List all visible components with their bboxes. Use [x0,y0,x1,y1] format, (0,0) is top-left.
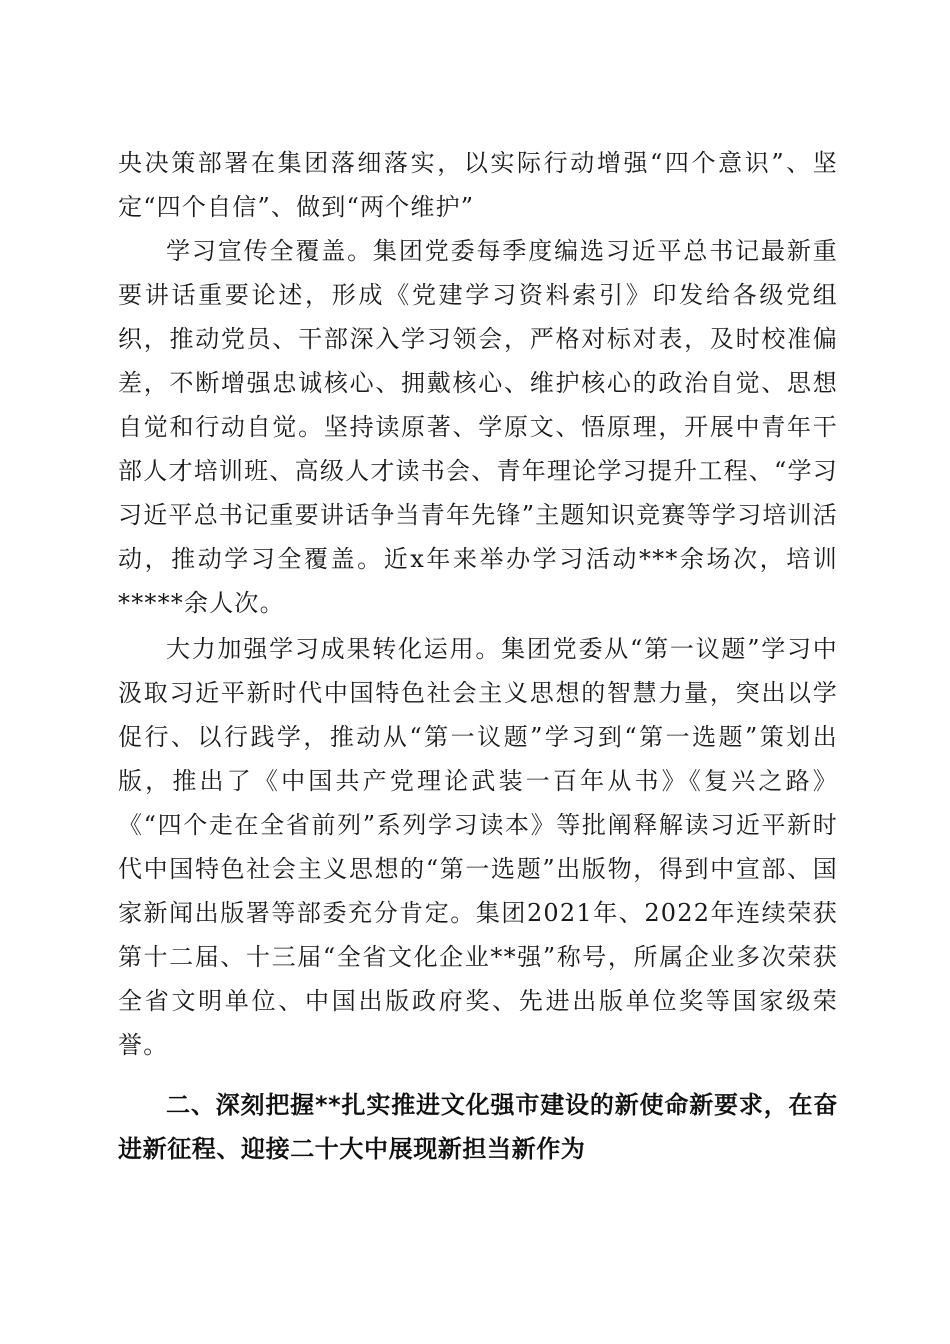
paragraph-study-results: 大力加强学习成果转化运用。集团党委从“第一议题”学习中汲取习近平新时代中国特色社会主义思想的智慧力量，突出以学促行、以行践学，推动从“第一议题”学习到“第一选题”策划出版，推出了《中国共产党理论武装一百年从书》《复兴之路》《“四个走在全省前列”系列学习读本》等批阐释解读习近平新时代中国特色社会主义思想的“第一选题”出版物，得到中宣部、国家新闻出版署等部委充分肯定。集团2021年、2022年连续荣获第十二届、十三届“全省文化企业**强”称号，所属企业多次荣获全省文明单位、中国出版政府奖、先进出版单位奖等国家级荣誉。 [118,635,838,1059]
paragraph-continuation: 央决策部署在集团落细落实，以实际行动增强“四个意识”、坚定“四个自信”、做到“两个维护” [118,149,838,221]
section-heading: 二、深刻把握**扎实推进文化强市建设的新使命新要求，在奋进新征程、迎接二十大中展现新担当新作为 [118,1091,838,1163]
paragraph-study-coverage: 学习宣传全覆盖。集团党委每季度编选习近平总书记最新重要讲话重要论述，形成《党建学习资料索引》印发给各级党组织，推动党员、干部深入学习领会，严格对标对表，及时校准偏差，不断增强忠诚核心、拥戴核心、维护核心的政治自觉、思想自觉和行动自觉。坚持读原著、学原文、悟原理，开展中青年干部人才培训班、高级人才读书会、青年理论学习提升工程、“学习习近平总书记重要讲话争当青年先锋”主题知识竞赛等学习培训活动，推动学习全覆盖。近x年来举办学习活动***余场次，培训*****余人次。 [118,237,838,617]
